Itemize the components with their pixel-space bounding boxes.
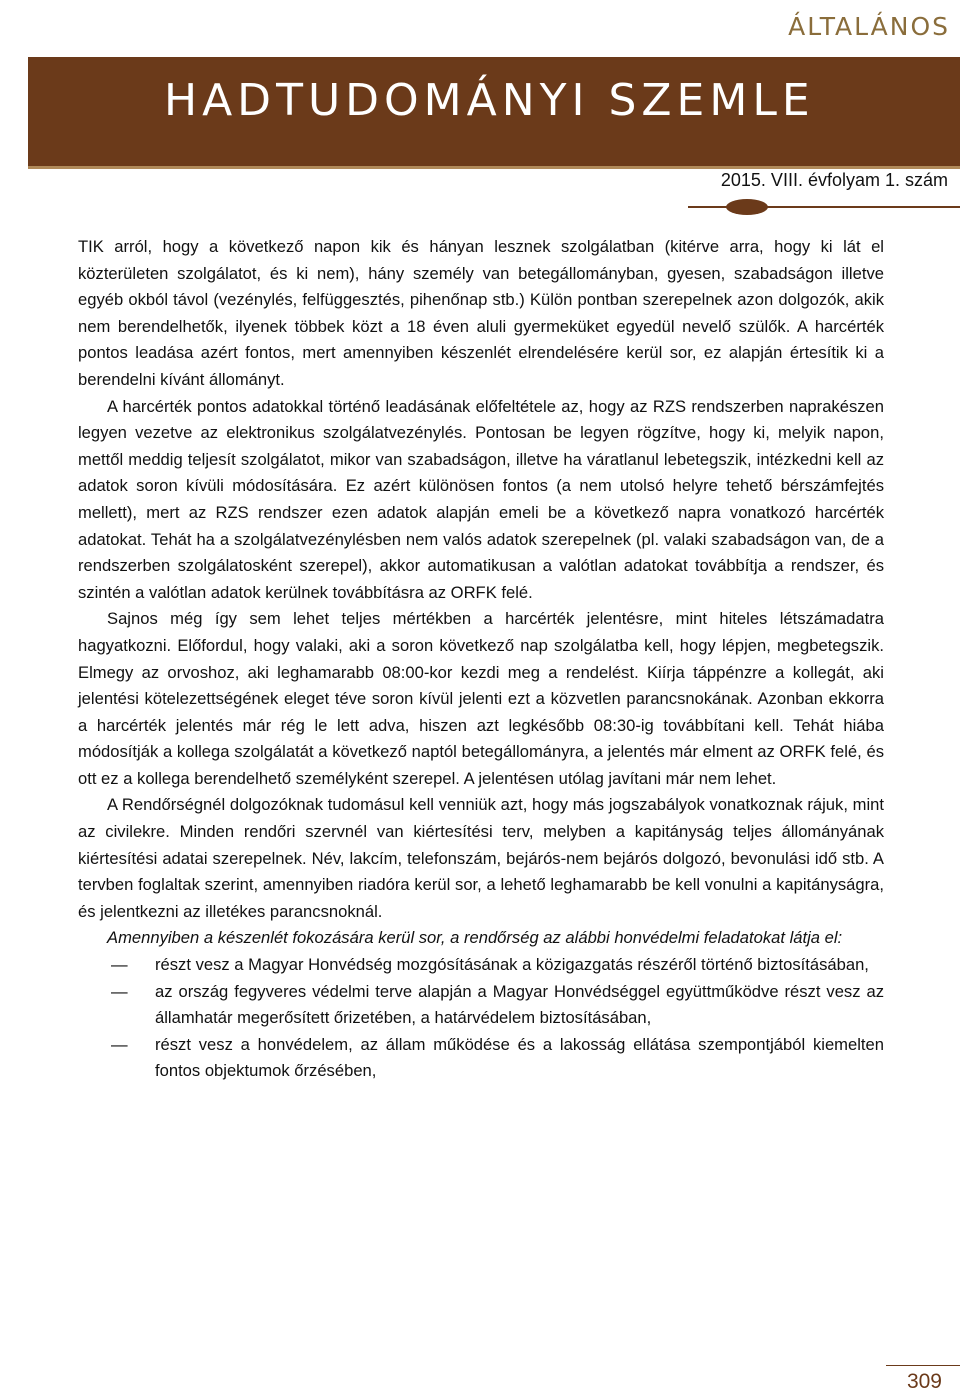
paragraph: Sajnos még így sem lehet teljes mértékben a harcérték jelentésre, mint hiteles létszámadatra hagyatkozni. Előfordul, hogy valaki, aki a soron következő nap szolgálatba kell, hogy lépjen, megbetegszik. Elmegy az orvoshoz, aki leghamarabb 08:00-kor kezdi meg a rendelést. Kiírja táppénzre a kollegát, aki jelentési kötelezettségének eleget téve soron kívül jelenti ezt a közvetlen parancsnokának. Azonban ekkorra a harcérték jelentés már rég le lett adva, hiszen azt legkésőbb 08:30-ig továbbítani kell. Tehát hiába módosítják a kollega szolgálatát a következő naptól betegállományra, a jelentés már elment az ORFK felé, és ott ez a kollega berendelhető személyként szerepel. A jelentésen utólag javítani már nem lehet.: [78, 609, 884, 788]
duty-list: [78, 952, 884, 1085]
paragraph: A harcérték pontos adatokkal történő leadásának előfeltétele az, hogy az RZS rendszerben naprakészen legyen vezetve az elektronikus szolgálatvezénylés. Pontosan be legyen rögzítve, hogy ki, melyik napon, mettől meddig teljesít szolgálatot, mikor van szabadságon, illetve ha váratlanul lebetegszik, intézkedni kell az adatok soron kívüli módosítására. Ez azért különösen fontos (a nem utolsó helyre tehető bérszámfejtés mellett), mert az RZS rendszer ezen adatok alapján emeli be a következő napra vonatkozó harcérték adatokat. Tehát ha a szolgálatvezénylésben nem valós adatok szerepelnek (pl. valaki szabadságon van, de a rendszerben szolgálatosként szerepel), akkor automatikusan a valótlan adatokat továbbítja a rendszer, és szintén a valótlan adatok kerülnek továbbításra az ORFK felé.: [78, 396, 884, 602]
list-item-text: részt vesz a Magyar Honvédség mozgósításának a közigazgatás részéről történő biztosításában,: [155, 955, 869, 975]
list-intro: Amennyiben a készenlét fokozására kerül sor, a rendőrség az alábbi honvédelmi feladatokat látja el:: [107, 928, 843, 948]
dash-marker: —: [111, 955, 128, 975]
list-item-text: az ország fegyveres védelmi terve alapján a Magyar Honvédséggel együttműködve részt vesz az államhatár megerősített őrizetében, a határvédelem biztosításában,: [155, 981, 884, 1028]
list-item: [78, 979, 884, 1032]
list-item-text: részt vesz a honvédelem, az állam működése és a lakosság ellátása szempontjából kiemelten fontos objektumok őrzésében,: [155, 1034, 884, 1081]
journal-banner: [28, 57, 960, 166]
list-item: [78, 1032, 884, 1085]
section-label: ÁLTALÁNOS: [788, 12, 950, 41]
ornament-oval: [726, 199, 768, 215]
dash-marker: —: [111, 1034, 128, 1054]
issue-info: 2015. VIII. évfolyam 1. szám: [720, 170, 948, 190]
dash-marker: —: [111, 981, 128, 1001]
list-item: [78, 952, 884, 979]
article-body: [78, 234, 884, 1085]
header-ornament: [688, 198, 960, 216]
page-number-rule: [886, 1365, 960, 1366]
journal-title: HADTUDOMÁNYI SZEMLE: [164, 75, 815, 126]
paragraph: A Rendőrségnél dolgozóknak tudomásul kell venniük azt, hogy más jogszabályok vonatkoznak rájuk, mint az civilekre. Minden rendőri szervnél van kiértesítési terv, melyben a kapitányság teljes állományának kiértesítési adatai szerepelnek. Név, lakcím, telefonszám, bejárós-nem bejárós dolgozó, bevonulási idő stb. A tervben foglaltak szerint, amennyiben riadóra kerül sor, a lehető leghamarabb be kell vonulni a kapitányságra, és jelentkezni az illetékes parancsnoknál.: [78, 795, 884, 921]
page-number: 309: [906, 1370, 942, 1393]
banner-stripe: [28, 166, 960, 169]
paragraph: TIK arról, hogy a következő napon kik és hányan lesznek szolgálatban (kitérve arra, hogy ki lát el közterületen szolgálatot, és ki nem), hány személy van betegállományban, gyesen, szabadságon illetve egyéb okból távol (vezénylés, felfüggesztés, pihenőnap stb.) Külön pontban szerepelnek azon dolgozók, akik nem berendelhetők, ilyenek többek közt a 18 éven aluli gyermeküket egyedül nevelő szülők. A harcérték pontos leadása azért fontos, mert amennyiben készenlét elrendelésére kerül sor, ez alapján értesítik ki a berendelni kívánt állományt.: [78, 237, 884, 389]
